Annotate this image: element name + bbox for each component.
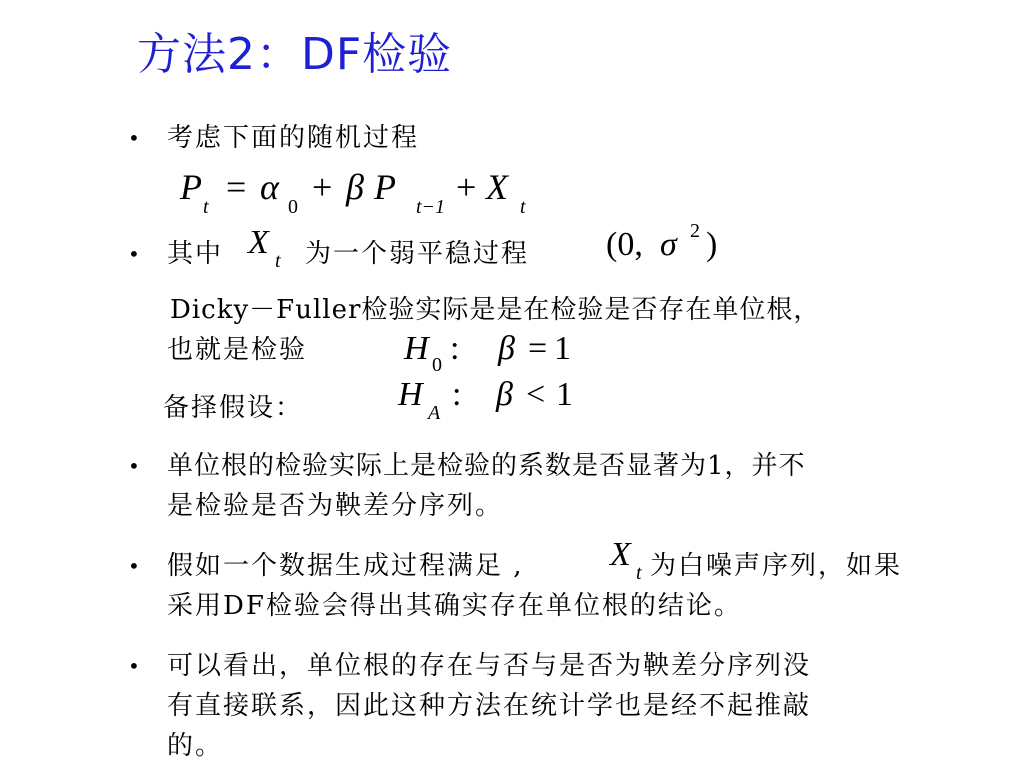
ha-H: H [398,376,423,413]
page-title: 方法2：DF检验 [137,29,453,80]
b2-sup-2: 2 [690,220,700,242]
h0-equals: = [528,330,548,367]
bullet-4-line-2: 采用DF检验会得出其确实存在单位根的结论。 [167,591,742,621]
h0-sub-0: 0 [432,354,442,376]
bullet-5-line-2: 有直接联系，因此这种方法在统计学也是经不起推敲 [167,691,812,721]
bullet-2-text: 为一个弱平稳过程 [305,239,530,269]
dicky-fuller-line-2: 也就是检验 [167,335,308,365]
alt-hypothesis-label: 备择假设： [163,393,304,423]
bullet-4-after: 为白噪声序列，如果 [650,551,903,581]
h0-H: H [404,330,429,367]
ha-less-than: < [526,376,546,413]
eq-P2: P [374,167,396,207]
eq-equals: = [226,167,247,207]
eq-P: P [180,167,202,207]
ha-sub-A: A [428,402,441,424]
bullet-marker: • [128,654,142,678]
bullet-text-1: 考虑下面的随机过程 [167,123,420,153]
h0-colon: : [450,330,460,367]
eq-plus2: + [456,167,477,207]
b4-X: X [610,536,631,573]
ha-beta: β [496,376,513,413]
b2-X: X [248,224,269,261]
b4-sub-t: t [636,562,642,584]
ha-colon: : [452,376,462,413]
b2-paren-close: ) [706,226,718,263]
h0-beta: β [498,330,515,367]
b2-sigma: σ [660,226,677,263]
eq-beta: β [346,167,364,207]
eq-sub-t-minus-1: t−1 [416,196,446,218]
bullet-5-line-1: 可以看出，单位根的存在与否与是否为鞅差分序列没 [167,651,812,681]
eq-alpha: α [260,167,279,207]
bullet-4-before: 假如一个数据生成过程满足 , [167,551,524,581]
b2-sub-t: t [275,250,281,272]
b2-paren-open: (0, [606,226,643,263]
eq-sub-t: t [203,196,209,218]
ha-one: 1 [556,376,573,413]
dicky-fuller-line-1: Dicky－Fuller检验实际是是在检验是否存在单位根， [170,295,821,325]
bullet-3-line-1: 单位根的检验实际上是检验的系数是否显著为1，并不 [167,451,806,481]
bullet-3-line-2: 是检验是否为鞅差分序列。 [167,491,504,521]
eq-X: X [486,167,508,207]
bullet-marker: • [128,454,142,478]
bullet-marker: • [128,126,142,150]
eq-plus: + [312,167,333,207]
bullet-5-line-3: 的。 [167,731,224,761]
bullet-2-prefix: 其中 [167,239,224,269]
bullet-marker: • [128,242,142,266]
bullet-marker: • [128,554,142,578]
h0-one: 1 [554,330,571,367]
eq-sub-t2: t [520,196,526,218]
eq-sub-0: 0 [288,196,298,218]
